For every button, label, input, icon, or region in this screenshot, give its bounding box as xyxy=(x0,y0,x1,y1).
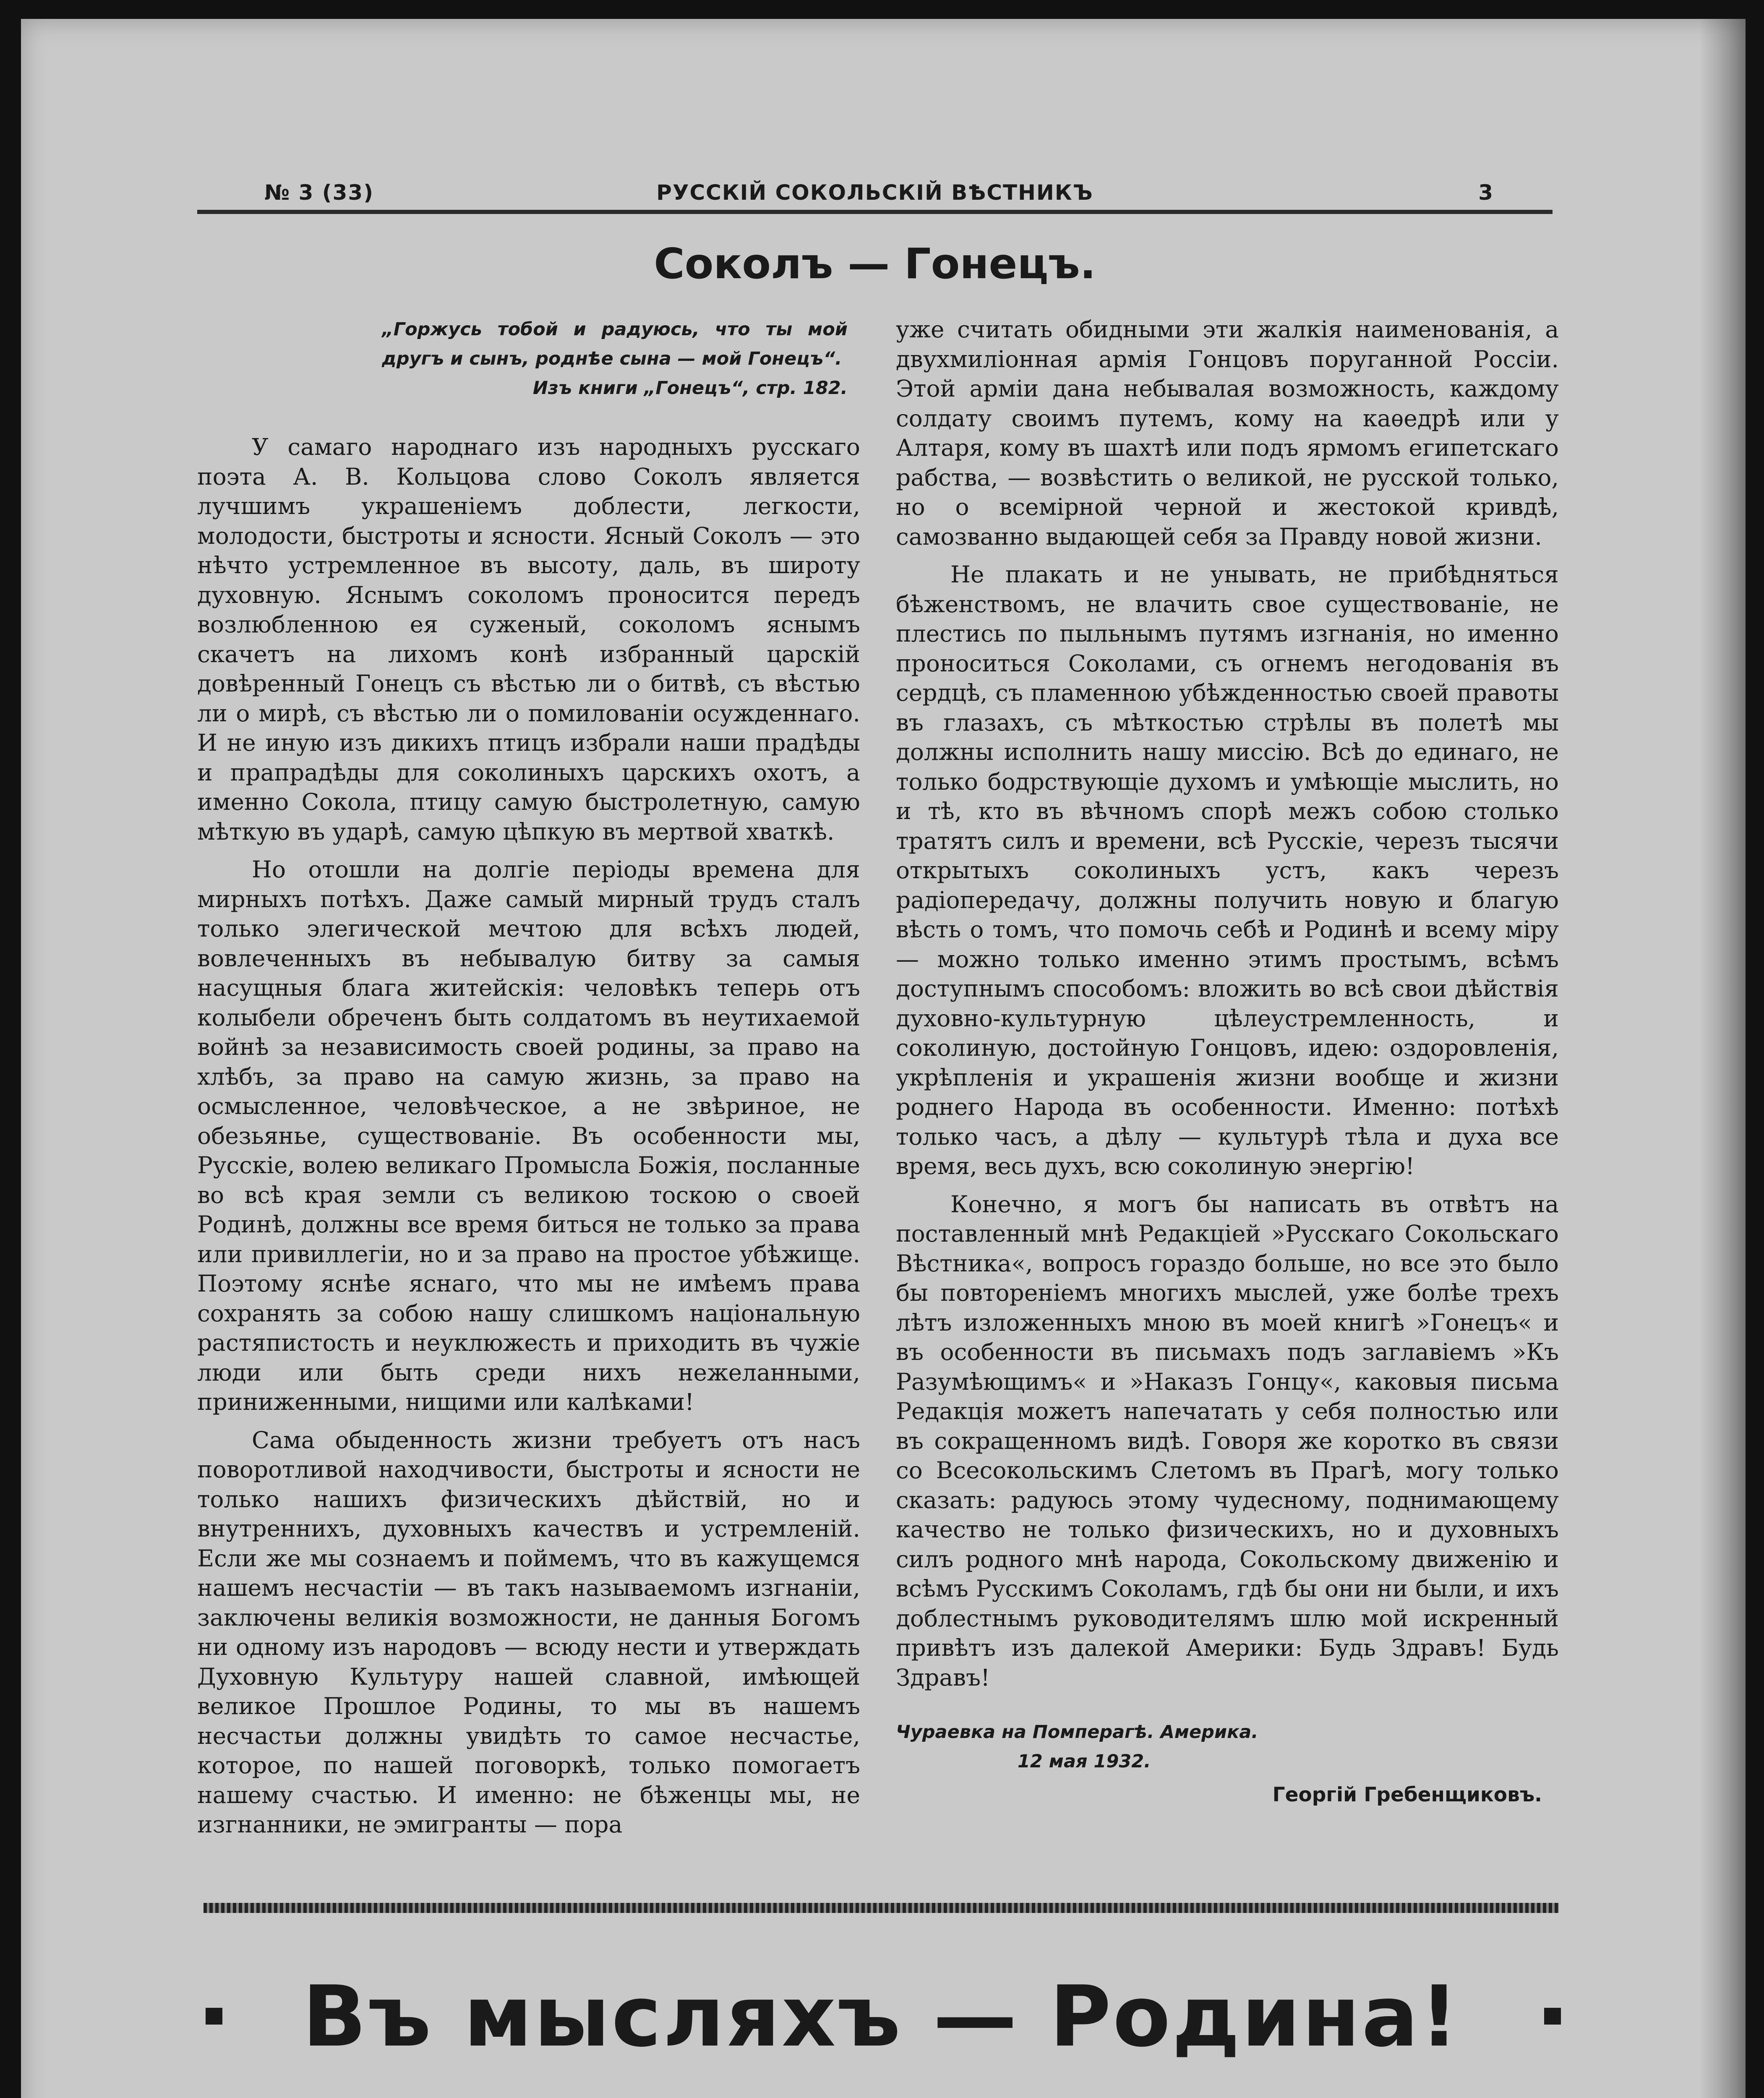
dateline-date: 12 мая 1932. xyxy=(1018,1751,1151,1772)
paragraph: Но отошли на долгiе перiоды времена для мирныхъ потѣхъ. Даже самый мирный трудъ сталъ только элегической мечтою для всѣхъ людей, вовлеченныхъ въ небывалую битву за самыя насущныя блага житейскiя: человѣкъ теперь отъ колыбели обреченъ быть солдатомъ въ неутихаемой войнѣ за независимость своей родины, за право на хлѣбъ, за право на самую жизнь, за право на осмысленное, человѣческое, а не звѣриное, не обезьянье, существованiе. Въ особенности мы, Русскiе, волею великаго Промысла Божiя, посланные во всѣ края земли съ великою тоскою о своей Родинѣ, должны все время биться не только за права или привиллегiи, но и за право на простое убѣжище. Поэтому яснѣе яснаго, что мы не имѣемъ права сохранять за собою нашу слишкомъ нацiональную растяпистость и неуклюжесть и приходить въ чужiе люди или быть среди нихъ нежеланными, приниженными, нищими или калѣками! xyxy=(197,856,860,1415)
paragraph: Конечно, я могъ бы написать въ отвѣтъ на поставленный мнѣ Редакцiей »Русскаго Сокольскаго Вѣстника«, вопросъ гораздо больше, но все это было бы повторенiемъ многихъ мыслей, уже болѣе трехъ лѣтъ изложенныхъ мною въ моей книгѣ »Гонецъ« и въ особенности въ письмахъ подъ заглавiемъ »Къ Разумѣющимъ« и »Наказъ Гонцу«, каковыя письма Редакцiя можетъ напечатать у себя полностью или въ сокращенномъ видѣ. Говоря же коротко въ связи со Всесокольскимъ Слетомъ въ Прагѣ, могу только сказать: радуюсь этому чудесному, поднимающему качество не только физическихъ, но и духовныхъ силъ родного мнѣ народа, Сокольскому движенiю и всѣмъ Русскимъ Соколамъ, гдѣ бы они ни были, и ихъ доблестнымъ руководителямъ шлю мой искренный привѣтъ изъ далекой Америки: Будь Здравъ! Будь Здравъ! xyxy=(896,1190,1559,1691)
dateline-place: Чураевка на Помперагѣ. Америка. xyxy=(896,1722,1258,1743)
paragraph: Не плакать и не унывать, не прибѣдняться бѣженствомъ, не влачить свое существованiе, не плестись по пыльнымъ путямъ изгнанiя, но именно проноситься Соколами, съ огнемъ негодованiя въ сердцѣ, съ пламенною убѣжденностью своей правоты въ глазахъ, съ мѣткостью стрѣлы въ полетѣ мы должны исполнить нашу миссiю. Всѣ до единаго, не только бодрствующiе духомъ и умѣющiе мыслить, но и тѣ, кто въ вѣчномъ спорѣ межъ собою столько тратятъ силъ и времени, всѣ Русскiе, черезъ тысячи открытыхъ соколиныхъ устъ, какъ черезъ радiопередачу, должны получить новую и благую вѣсть о томъ, что помочь себѣ и Родинѣ и всему мiру — можно только именно этимъ простымъ, всѣмъ доступнымъ способомъ: вложить во всѣ свои дѣйствiя духовно-культурную цѣлеустремленность, и соколиную, достойную Гонцовъ, идею: оздоровленiя, укрѣпленiя и украшенiя жизни вообще и жизни роднего Народа въ особенности. Именно: потѣхѣ только часъ, а дѣлу — культурѣ тѣла и духа все время, весь духъ, всю соколиную энергiю! xyxy=(896,561,1559,1179)
page-edge-shadow xyxy=(1699,19,1746,2098)
ornamental-rule-top xyxy=(204,1903,1559,1913)
author-signature: Георгiй Гребенщиковъ. xyxy=(1272,1783,1542,1806)
paragraph: уже считать обидными эти жалкiя наименованiя, а двухмилiонная армiя Гонцовъ поруганной Россiи. Этой армiи дана небывалая возможность, каждому солдату своимъ путемъ, кому на каѳедрѣ или у Алтаря, кому въ шахтѣ или подъ ярмомъ египетскаго рабства, — возвѣстить о великой, не русской только, но о всемiрной черной и жестокой кривдѣ, самозванно выдающей себя за Правду новой жизни. xyxy=(896,316,1559,550)
right-column xyxy=(896,315,1559,1810)
slogan-text: Въ мысляхъ — Родина! xyxy=(302,1968,1460,2066)
running-head xyxy=(197,180,1553,214)
left-column xyxy=(197,315,860,1848)
slogan-banner xyxy=(197,1968,1565,2077)
square-bullet-right xyxy=(1544,2008,1561,2025)
epigraph-source: Изъ книги „Гонецъ“, стр. 182. xyxy=(532,378,848,399)
dateline xyxy=(896,1717,1559,1776)
paragraph: Сама обыденность жизни требуетъ отъ насъ поворотливой находчивости, быстроты и ясности не только нашихъ физическихъ дѣйствiй, но и внутреннихъ, духовныхъ качествъ и устремленiй. Если же мы сознаемъ и поймемъ, что въ кажущемся нашемъ несчастiи — въ такъ называемомъ изгнанiи, заключены великiя возможности, не данныя Богомъ ни одному изъ народовъ — всюду нести и утверждать Духовную Культуру нашей славной, имѣющей великое Прошлое Родины, то мы въ нашемъ несчастьи должны увидѣть то самое несчастье, которое, по нашей поговоркѣ, только помогаетъ нашему счастью. И именно: не бѣженцы мы, не изгнанники, не эмигранты — пора xyxy=(197,1426,860,1838)
epigraph: „Горжусь тобой и радуюсь, что ты мой другъ и сынъ, роднѣе сына — мой Гонецъ“. xyxy=(382,319,848,369)
paragraph: У самаго народнаго изъ народныхъ русскаго поэта А. В. Кольцова слово Соколъ является лучшимъ украшенiемъ доблести, легкости, молодости, быстроты и ясности. Ясный Соколъ — это нѣчто устремленное въ высоту, даль, въ широту духовную. Яснымъ соколомъ проносится передъ возлюбленною ея суженый, соколомъ яснымъ скачетъ на лихомъ конѣ избранный царскiй довѣренный Гонецъ съ вѣстью ли о битвѣ, съ вѣстью ли о мирѣ, съ вѣстью ли о помилованiи осужденнаго. И не иную изъ дикихъ птицъ избрали наши прадѣды и прапрадѣды для соколиныхъ царскихъ охотъ, а именно Сокола, птицу самую быстролетную, самую мѣткую въ ударѣ, самую цѣпкую въ мертвой хваткѣ. xyxy=(197,433,860,845)
page-number: 3 xyxy=(1478,180,1494,205)
article-title: Соколъ — Гонецъ. xyxy=(654,239,1096,288)
issue-number: № 3 (33) xyxy=(264,180,374,205)
journal-title: РУССКIЙ СОКОЛЬСКIЙ ВѢСТНИКЪ xyxy=(656,180,1093,205)
